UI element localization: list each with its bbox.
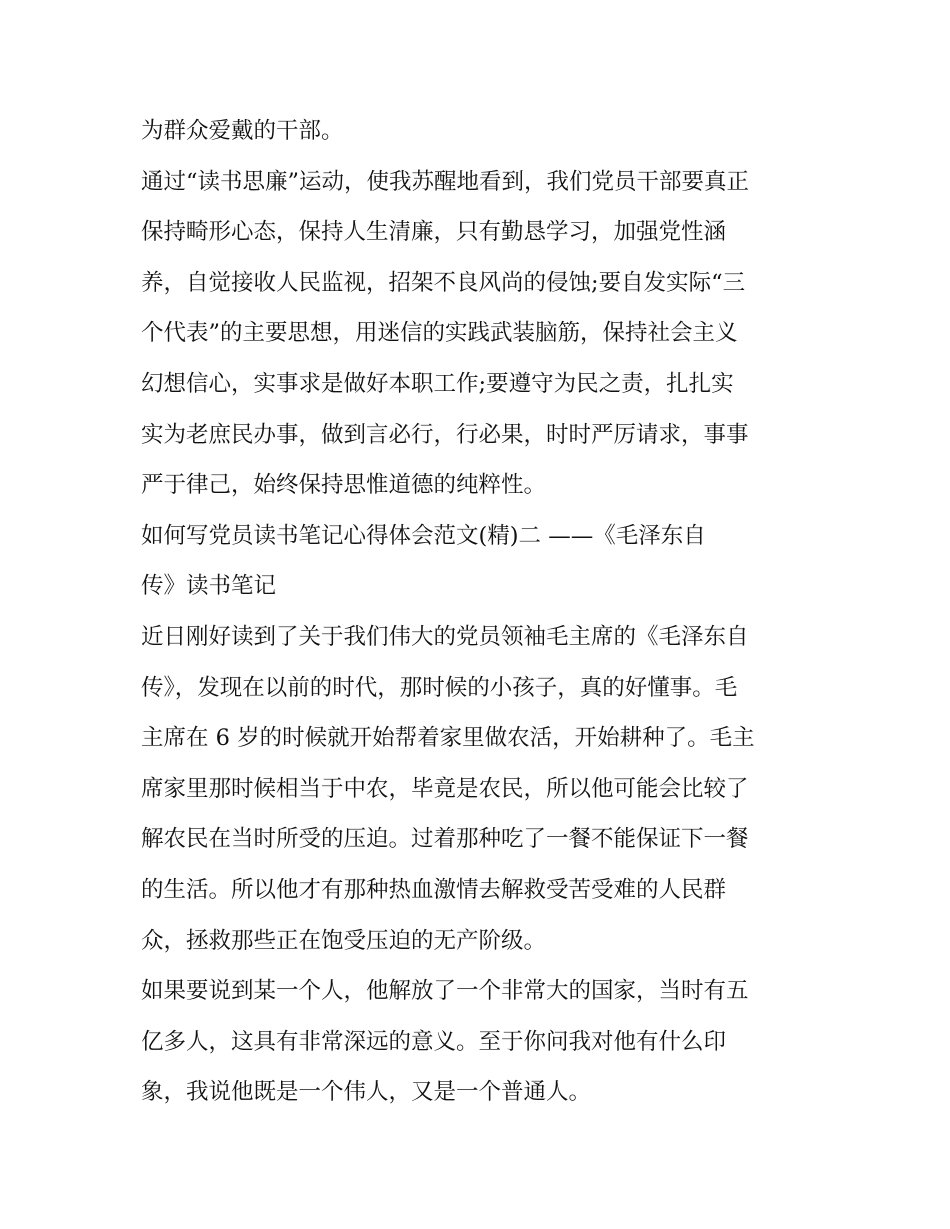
text-line: 主席在 6 岁的时候就开始帮着家里做农活，开始耕种了。毛主 — [141, 725, 755, 752]
text-line: 近日刚好读到了关于我们伟大的党员领袖毛主席的《毛泽东自 — [141, 623, 749, 650]
text-line: 为群众爱戴的干部。 — [141, 118, 344, 144]
text-line: 严于律己，始终保持思惟道德的纯粹性。 — [141, 472, 547, 499]
text-line: 保持畸形心态，保持人生清廉，只有勤恳学习，加强党性涵 — [141, 219, 727, 246]
text-line: 如果要说到某一个人，他解放了一个非常大的国家，当时有五 — [141, 978, 749, 1005]
text-line: 亿多人，这具有非常深远的意义。至于你问我对他有什么印 — [141, 1028, 727, 1055]
text-line: 传》，发现在以前的时代，那时候的小孩子，真的好懂事。毛 — [141, 674, 738, 701]
text-line: 象，我说他既是一个伟人，又是一个普通人。 — [141, 1079, 592, 1106]
document-body — [141, 106, 821, 1118]
text-line: 个代表”的主要思想，用迷信的实践武装脑筋，保持社会主义 — [141, 320, 738, 347]
text-line: 解农民在当时所受的压迫。过着那种吃了一餐不能保证下一餐 — [141, 826, 749, 853]
text-line: 席家里那时候相当于中农，毕竟是农民，所以他可能会比较了 — [141, 775, 749, 802]
text-line: 养，自觉接收人民监视，招架不良风尚的侵蚀;要自发实际“三 — [141, 269, 746, 296]
text-line: 的生活。所以他才有那种热血激情去解救受苦受难的人民群 — [141, 876, 727, 903]
text-line: 通过“读书思廉”运动，使我苏醒地看到，我们党员干部要真正 — [141, 168, 750, 195]
section-heading-line: 传》读书笔记 — [141, 573, 277, 600]
text-line: 实为老庶民办事，做到言必行，行必果，时时严厉请求，事事 — [141, 421, 749, 448]
text-line: 众，拯救那些正在饱受压迫的无产阶级。 — [141, 927, 547, 954]
section-heading-line: 如何写党员读书笔记心得体会范文(精)二 ——《毛泽东自 — [141, 522, 706, 549]
text-line: 幻想信心，实事求是做好本职工作;要遵守为民之责，扎扎实 — [141, 370, 734, 397]
